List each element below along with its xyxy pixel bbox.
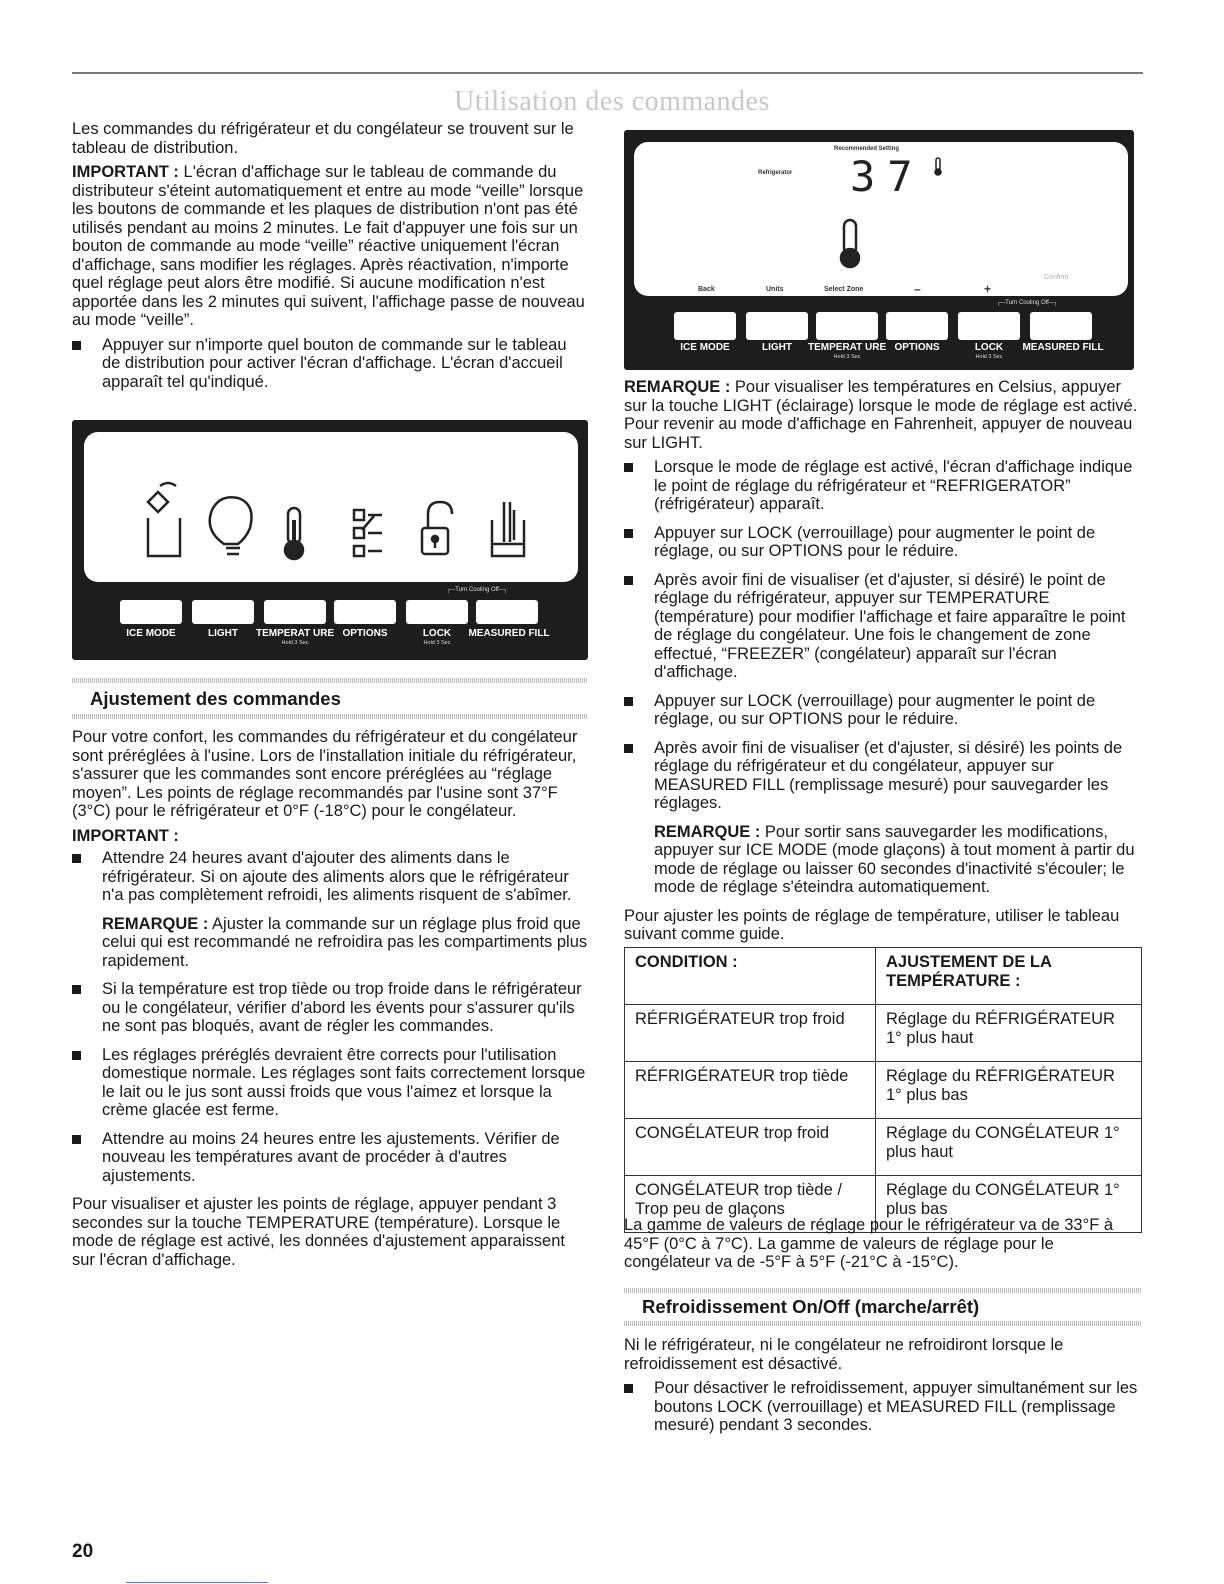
turn-cooling-off-label: ┌─Turn Cooling Off─┐ bbox=[996, 300, 1058, 306]
turn-cooling-off-label: ┌─Turn Cooling Off─┐ bbox=[446, 587, 508, 593]
condition-cell: CONGÉLATEUR trop froid bbox=[625, 1119, 876, 1176]
important-paragraph bbox=[72, 163, 588, 330]
light-button[interactable] bbox=[746, 312, 808, 340]
home-screen-panel bbox=[72, 420, 588, 660]
bottom-link-underline bbox=[126, 1582, 268, 1583]
table-row bbox=[625, 1005, 1142, 1062]
condition-header: CONDITION : bbox=[625, 948, 876, 1005]
range-note-block bbox=[624, 1216, 1144, 1278]
bullet-vents: Si la température est trop tiède ou trop froide dans le réfrigérateur ou le congélateur, vérifier d'abord les évents pour s'assurer qu'ils ne sont pas bloqués, avant de régler les commandes. bbox=[72, 980, 588, 1036]
condition-cell: RÉFRIGÉRATEUR trop tiède bbox=[625, 1062, 876, 1119]
adjustment-cell: Réglage du RÉFRIGÉRATEUR 1° plus haut bbox=[876, 1005, 1142, 1062]
bullet-home-screen: Appuyer sur n'importe quel bouton de commande sur le tableau de distribution pour activer l'écran d'affichage. L'écran d'accueil apparaît tel qu'indiqué. bbox=[72, 336, 588, 392]
measured-fill-button[interactable] bbox=[476, 600, 538, 624]
bullet-lock-options: Appuyer sur LOCK (verrouillage) pour augmenter le point de réglage, ou sur OPTIONS pour le réduire. bbox=[624, 524, 1144, 561]
table-row bbox=[625, 1119, 1142, 1176]
section-heading-ajustement: Ajustement des commandes bbox=[90, 688, 341, 709]
important-text: L'écran d'affichage sur le tableau de commande du distributeur s'éteint automatiquement et entre au mode “veille” lorsque les boutons de commande et les plaques de distribution n'ont pas été utilisés pendant au moins 2 minutes. Le fait d'appuyer une fois sur un bouton de commande au mode “veille” réactive uniquement l'écran d'affichage, sans modifier les réglages. Après réactivation, n'importe quel réglage peut alors être modifié. Si aucune modification n'est apportée dans les 2 minutes qui suivent, l'affichage passe de nouveau au mode “veille”. bbox=[72, 163, 585, 329]
intro-paragraph: Les commandes du réfrigérateur et du congélateur se trouvent sur le tableau de distribution. bbox=[72, 120, 574, 157]
page-number: 20 bbox=[72, 1541, 94, 1562]
measured-fill-icon bbox=[492, 502, 524, 556]
measured-fill-button[interactable] bbox=[1030, 312, 1092, 340]
range-note: La gamme de valeurs de réglage pour le réfrigérateur va de 33°F à 45°F (0°C à 7°C). La gamme de valeurs de réglage pour le congélateur va de -5°F à 5°F (-21°C à -15°C). bbox=[624, 1216, 1114, 1271]
cooling-block bbox=[624, 1336, 1144, 1445]
large-thermometer-icon bbox=[841, 220, 859, 267]
condition-cell: RÉFRIGÉRATEUR trop froid bbox=[625, 1005, 876, 1062]
light-label: LIGHT bbox=[208, 628, 238, 639]
table-header-row bbox=[625, 948, 1142, 1005]
lock-hold-label: Hold 3 Sec bbox=[423, 640, 451, 646]
lock-button[interactable] bbox=[406, 600, 468, 624]
temperature-readout: 37 bbox=[850, 152, 925, 201]
remarque-text: Ajuster la commande sur un réglage plus froid que celui qui est recommandé ne refroidira pas les compartiments plus rapidement. bbox=[102, 914, 588, 970]
lock-hold-label: Hold 3 Sec bbox=[975, 354, 1003, 360]
temperature-button[interactable] bbox=[264, 600, 326, 624]
remarque-text: Pour visualiser les températures en Celsius, appuyer sur la touche LIGHT (éclairage) lorsque le mode de réglage est activé. Pour revenir au mode d'affichage en Fahrenheit, appuyer de nouveau sur LIGHT. bbox=[624, 378, 1138, 452]
top-rule bbox=[72, 72, 1143, 74]
remarque-text: Pour sortir sans sauvegarder les modifications, appuyer sur ICE MODE (mode glaçons) à tout moment à partir du mode de réglage ou laisser 60 secondes d'inactivité s'écouler; le mode de réglage s'éteindra automatiquement. bbox=[654, 822, 1135, 896]
adjustment-cell: Réglage du CONGÉLATEUR 1° plus bas bbox=[876, 1176, 1142, 1233]
celsius-remarque bbox=[624, 378, 1144, 452]
condition-cell: CONGÉLATEUR trop tiède / Trop peu de glaçons bbox=[625, 1176, 876, 1233]
temperature-hold-label: Hold 3 Sec bbox=[281, 640, 309, 646]
ice-mode-icon bbox=[148, 483, 180, 556]
ice-mode-label: ICE MODE bbox=[680, 342, 730, 353]
bullet-disable-cooling: Pour désactiver le refroidissement, appuyer simultanément sur les boutons LOCK (verrouillage) et MEASURED FILL (remplissage mesuré) pendant 3 secondes. bbox=[624, 1379, 1144, 1435]
remarque-label: REMARQUE : bbox=[624, 378, 731, 396]
section-divider bbox=[72, 714, 588, 719]
select-zone-label: Select Zone bbox=[824, 286, 864, 293]
recommended-setting-label: Recommended Setting bbox=[834, 146, 900, 152]
options-button[interactable] bbox=[886, 312, 948, 340]
bullet-presets: Les réglages préréglés devraient être corrects pour l'utilisation domestique normale. Les réglages sont faits correctement lorsque le lait ou le jus sont aussi froids que vous l'aimez et lorsque la crème glacée est ferme. bbox=[72, 1046, 588, 1120]
zone-label: Refrigerator bbox=[758, 170, 793, 176]
table-intro: Pour ajuster les points de réglage de température, utiliser le tableau suivant comme guide. bbox=[624, 906, 1120, 943]
light-bulb-icon bbox=[210, 497, 252, 554]
temperature-label: TEMPERAT URE bbox=[808, 342, 887, 353]
temperature-label: TEMPERAT URE bbox=[256, 628, 335, 639]
section-divider bbox=[624, 1321, 1142, 1326]
remarque-label: REMARQUE : bbox=[102, 914, 209, 933]
bullet-freezer-zone: Après avoir fini de visualiser (et d'ajuster, si désiré) le point de réglage du réfrigérateur, appuyer sur TEMPERATURE (température) pour modifier l'affichage et faire apparaître le point de réglage du congélateur. Une fois le changement de zone effectué, “FREEZER” (congélateur) apparaît sur l'écran d'affichage. bbox=[624, 571, 1144, 682]
remarque-exit bbox=[624, 823, 1144, 897]
options-icon bbox=[354, 510, 382, 556]
lock-label: LOCK bbox=[422, 628, 452, 639]
back-label: Back bbox=[698, 286, 715, 293]
page-title: Utilisation des commandes bbox=[454, 86, 770, 117]
bullet-lock-options-2: Appuyer sur LOCK (verrouillage) pour augmenter le point de réglage, ou sur OPTIONS pour le réduire. bbox=[624, 692, 1144, 729]
lock-button[interactable] bbox=[958, 312, 1020, 340]
lock-label: LOCK bbox=[974, 342, 1004, 353]
plus-label: + bbox=[984, 282, 992, 296]
ice-mode-button[interactable] bbox=[120, 600, 182, 624]
left-adjust-block bbox=[72, 728, 588, 1275]
options-label: OPTIONS bbox=[894, 342, 940, 353]
small-thermometer-icon bbox=[935, 158, 941, 175]
adjustment-table bbox=[624, 947, 1142, 1233]
measured-fill-label: MEASURED FILL bbox=[1022, 342, 1104, 353]
measured-fill-label: MEASURED FILL bbox=[468, 628, 550, 639]
settings-icons bbox=[624, 130, 1134, 296]
adjust-intro: Pour votre confort, les commandes du réfrigérateur et du congélateur sont préréglées à l'usine. Lors de l'installation initiale du réfrigérateur, s'assurer que les commandes sont encore préréglées au “réglage moyen”. Les points de réglage recommandés par l'usine sont 37°F (3°C) pour le réfrigérateur et 0°F (-18°C) pour le congélateur. bbox=[72, 728, 578, 820]
adjustment-cell: Réglage du CONGÉLATEUR 1° plus haut bbox=[876, 1119, 1142, 1176]
view-adjust-paragraph: Pour visualiser et ajuster les points de réglage, appuyer pendant 3 secondes sur la touche TEMPERATURE (température). Lorsque le mode de réglage est activé, les données d'ajustement apparaissent sur l'écran d'affichage. bbox=[72, 1195, 565, 1269]
settings-screen-panel bbox=[624, 130, 1134, 370]
thermometer-icon bbox=[285, 508, 303, 559]
temperature-hold-label: Hold 3 Sec bbox=[833, 354, 861, 360]
temperature-button[interactable] bbox=[816, 312, 878, 340]
panel-icons bbox=[72, 420, 588, 590]
left-intro-block bbox=[72, 120, 588, 401]
section-heading-cooling: Refroidissement On/Off (marche/arrêt) bbox=[642, 1296, 980, 1317]
remarque-colder bbox=[72, 915, 588, 971]
units-label: Units bbox=[766, 286, 784, 293]
adjustment-header: AJUSTEMENT DE LA TEMPÉRATURE : bbox=[876, 948, 1142, 1005]
confirm-label: Confirm bbox=[1044, 274, 1069, 281]
bullet-between-adjust: Attendre au moins 24 heures entre les ajustements. Vérifier de nouveau les températures avant de procéder à d'autres ajustements. bbox=[72, 1130, 588, 1186]
section-divider bbox=[624, 1288, 1142, 1293]
right-text-block bbox=[624, 378, 1144, 950]
ice-mode-button[interactable] bbox=[674, 312, 736, 340]
bullet-save-settings: Après avoir fini de visualiser (et d'ajuster, si désiré) les points de réglage du réfrigérateur et du congélateur, appuyer sur MEASURED FILL (remplissage mesuré) pour sauvegarder les réglages. bbox=[624, 739, 1144, 813]
remarque-label: REMARQUE : bbox=[654, 822, 761, 841]
adjustment-cell: Réglage du RÉFRIGÉRATEUR 1° plus bas bbox=[876, 1062, 1142, 1119]
options-label: OPTIONS bbox=[342, 628, 388, 639]
light-label: LIGHT bbox=[762, 342, 792, 353]
important-label: IMPORTANT : bbox=[72, 163, 179, 181]
bullet-refrigerator-point: Lorsque le mode de réglage est activé, l'écran d'affichage indique le point de réglage du réfrigérateur et “REFRIGERATOR” (réfrigérateur) apparaît. bbox=[624, 458, 1144, 514]
lock-icon bbox=[422, 502, 452, 554]
light-button[interactable] bbox=[192, 600, 254, 624]
minus-label: – bbox=[914, 282, 921, 296]
cooling-intro: Ni le réfrigérateur, ni le congélateur ne refroidiront lorsque le refroidissement est désactivé. bbox=[624, 1336, 1064, 1373]
ice-mode-label: ICE MODE bbox=[126, 628, 176, 639]
important2-label: IMPORTANT : bbox=[72, 826, 179, 845]
bullet-wait-24h: Attendre 24 heures avant d'ajouter des aliments dans le réfrigérateur. Si on ajoute des aliments alors que le réfrigérateur n'a pas complètement refroidi, les aliments risquent de s'abîmer. bbox=[72, 849, 588, 905]
options-button[interactable] bbox=[334, 600, 396, 624]
section-divider bbox=[72, 678, 588, 683]
table-row bbox=[625, 1062, 1142, 1119]
